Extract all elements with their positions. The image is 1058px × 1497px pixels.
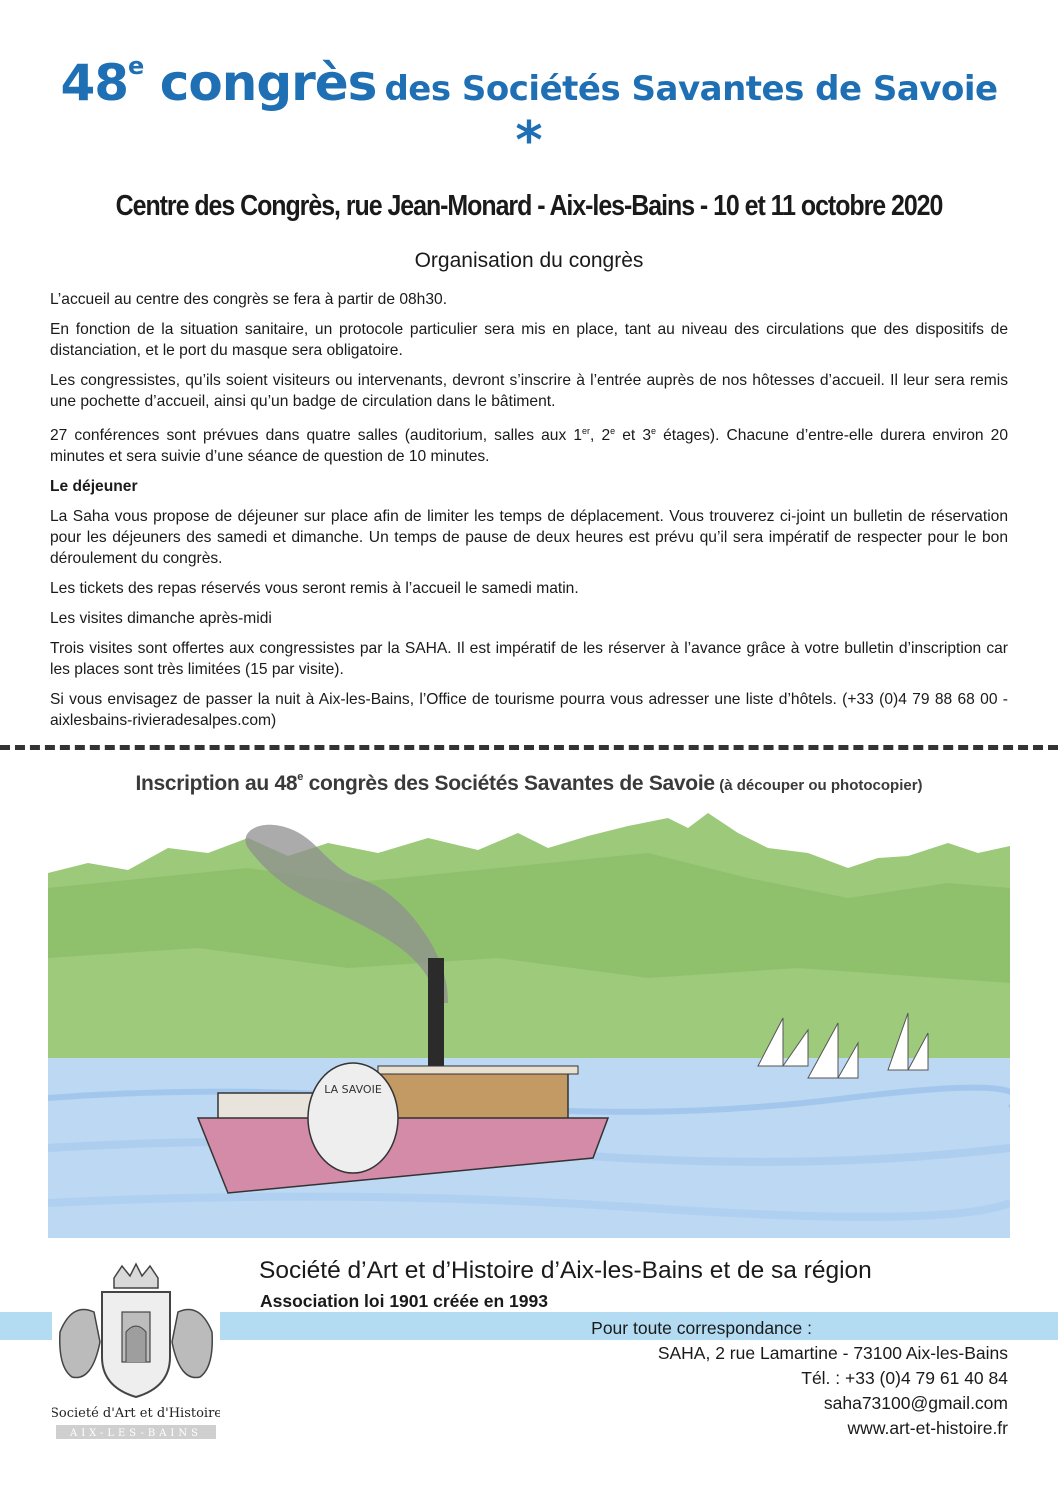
cut-line-divider	[0, 745, 1058, 750]
boat-cabin	[378, 1073, 568, 1123]
paddle-box	[308, 1063, 398, 1173]
paragraph-visits: Trois visites sont offertes aux congressistes par la SAHA. Il est impératif de les réserver à l’avance grâce à votre bulletin d’inscription car les places sont très limitées (15 par visite).	[50, 640, 1008, 678]
society-logo	[52, 1262, 220, 1442]
contact-website[interactable]: www.art-et-histoire.fr	[847, 1418, 1008, 1438]
organization-name: Société d’Art et d’Histoire d’Aix-les-Bains et de sa région	[259, 1257, 872, 1284]
boat-name-text: LA SAVOIE	[324, 1083, 382, 1096]
paragraph-hotels: Si vous envisagez de passer la nuit à Aix-les-Bains, l’Office de tourisme pourra vous adresser une liste d’hôtels. (+33 (0)4 79 88 68 00 - aixlesbains-rivieradesalpes.com)	[50, 691, 1008, 729]
section-title: Organisation du congrès	[414, 249, 644, 272]
paragraph-welcome: L’accueil au centre des congrès se fera à partir de 08h30.	[50, 291, 448, 308]
paragraph-tickets: Les tickets des repas réservés vous seront remis à l’accueil le samedi matin.	[50, 580, 579, 597]
contact-block	[591, 1316, 1008, 1441]
paragraph-registration: Les congressistes, qu’ils soient visiteurs ou intervenants, devront s’inscrire à l’entrée auprès de nos hôtesses d’accueil. Il leur sera remis une pochette d’accueil, ainsi qu’un badge de circulation dans le bâtiment.	[50, 372, 1008, 410]
contact-label: Pour toute correspondance :	[591, 1318, 812, 1338]
contact-phone: Tél. : +33 (0)4 79 61 40 84	[801, 1368, 1008, 1388]
funnel	[428, 958, 444, 1078]
paragraph-conferences: 27 conférences sont prévues dans quatre salles (auditorium, salles aux 1er, 2e et 3e étages). Chacune d’entre-elle durera environ 20 minutes et sera suivie d’une séance de question de 10 minutes.	[50, 426, 1009, 465]
paragraph-lunch: La Saha vous propose de déjeuner sur place afin de limiter les temps de déplacement. Vous trouverez ci-joint un bulletin de réservation pour les déjeuners des samedi et dimanche. Un temps de pause de deux heures est prévu qu’il sera impératif de respecter pour le bon déroulement du congrès.	[50, 508, 1008, 567]
contact-address: SAHA, 2 rue Lamartine - 73100 Aix-les-Bains	[657, 1343, 1008, 1363]
heading-lunch: Le déjeuner	[50, 478, 138, 495]
body-text	[50, 289, 1008, 740]
page-title	[0, 52, 1058, 112]
watercolor-lake-scene	[48, 808, 1010, 1238]
title-rest: des Sociétés Savantes de Savoie	[384, 69, 998, 109]
inscription-heading: Inscription au 48e congrès des Sociétés Savantes de Savoie (à découper ou photocopier)	[135, 771, 923, 795]
inscription-note: (à découper ou photocopier)	[719, 777, 923, 794]
heading-visits: Les visites dimanche après-midi	[50, 610, 272, 627]
organization-subtitle: Association loi 1901 créée en 1993	[260, 1291, 548, 1311]
asterisk-ornament: *	[515, 111, 543, 171]
title-main: 48e congrès	[60, 52, 377, 112]
steamboat-illustration	[48, 808, 1010, 1238]
svg-text:AIX-LES-BAINS: AIX-LES-BAINS	[70, 1428, 202, 1439]
coat-of-arms-icon	[52, 1262, 220, 1442]
event-subtitle: Centre des Congrès, rue Jean-Monard - Aix-les-Bains - 10 et 11 octobre 2020	[115, 190, 943, 222]
svg-text:Societé d'Art et d'Histoire: Societé d'Art et d'Histoire	[52, 1406, 220, 1421]
contact-email[interactable]: saha73100@gmail.com	[823, 1393, 1008, 1413]
paragraph-sanitary: En fonction de la situation sanitaire, un protocole particulier sera mis en place, tant au niveau des circulations que des dispositifs de distanciation, et le port du masque sera obligatoire.	[50, 321, 1008, 359]
